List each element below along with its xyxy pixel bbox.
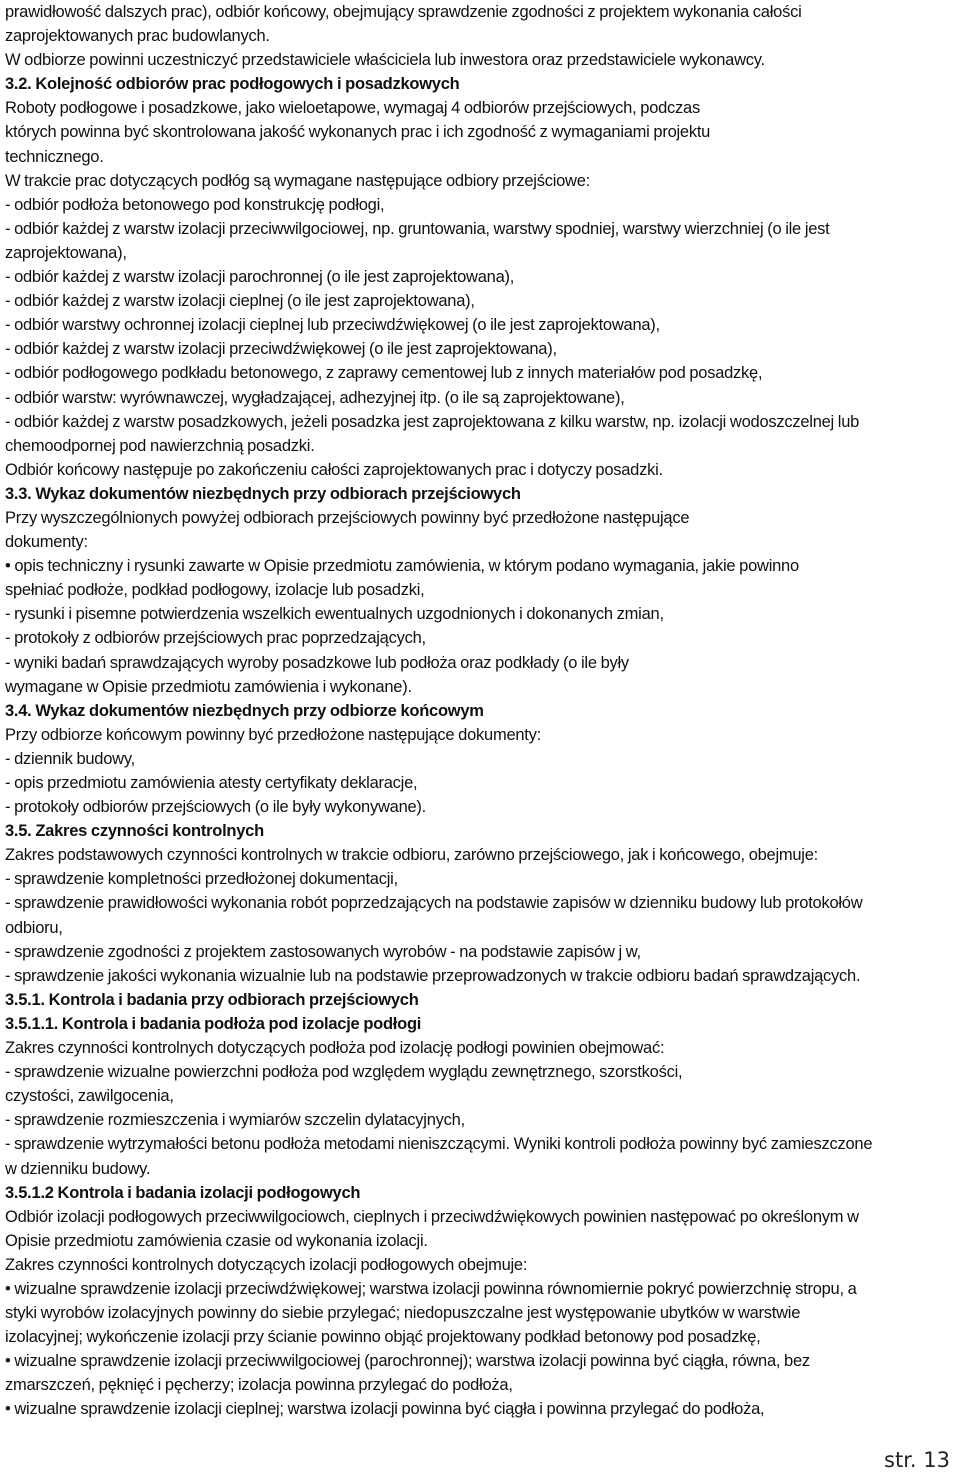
text-line: Przy odbiorze końcowym powinny być przedłożone następujące dokumenty: <box>5 725 541 744</box>
text-line: • wizualne sprawdzenie izolacji cieplnej; warstwa izolacji powinna być ciągła i powinna przylegać do podłoża, <box>5 1400 765 1419</box>
section-heading: 3.3. Wykaz dokumentów niezbędnych przy odbiorach przejściowych <box>5 484 521 503</box>
text-line: - sprawdzenie zgodności z projektem zastosowanych wyrobów - na podstawie zapisów j w, <box>5 942 641 961</box>
text-line: - opis przedmiotu zamówienia atesty certyfikaty deklaracje, <box>5 774 418 792</box>
section-heading: 3.2. Kolejność odbiorów prac podłogowych i posadzkowych <box>5 75 460 94</box>
text-line: - sprawdzenie wytrzymałości betonu podłoża metodami nieniszczącymi. Wyniki kontroli podłoża powinny być zamieszczone <box>5 1135 873 1154</box>
text-line: styki wyrobów izolacyjnych powinny do siebie przylegać; niedopuszczalne jest występowanie ubytków w warstwie <box>5 1304 801 1323</box>
document-body <box>5 0 955 1422</box>
section-heading: 3.5. Zakres czynności kontrolnych <box>5 822 264 841</box>
text-line: Przy wyszczególnionych powyżej odbiorach przejściowych powinny być przedłożone następujące <box>5 508 690 527</box>
text-line: - odbiór każdej z warstw posadzkowych, jeżeli posadzka jest zaprojektowana z kilku warstw, np. izolacji wodoszczelnej lub <box>5 412 860 431</box>
section-heading: 3.5.1.2 Kontrola i badania izolacji podłogowych <box>5 1183 361 1202</box>
text-line: zmarszczeń, pęknięć i pęcherzy; izolacja powinna przylegać do podłoża, <box>5 1376 513 1395</box>
text-line: - sprawdzenie prawidłowości wykonania robót poprzedzających na podstawie zapisów w dzienniku budowy lub protokołów <box>5 894 863 913</box>
text-line: - sprawdzenie jakości wykonania wizualnie lub na podstawie przeprowadzonych w trakcie odbioru badań sprawdzających. <box>5 966 861 985</box>
text-line: - protokoły odbiorów przejściowych (o ile były wykonywane). <box>5 798 427 817</box>
text-line: w dzienniku budowy. <box>5 1159 151 1178</box>
text-line: Zakres podstawowych czynności kontrolnych w trakcie odbioru, zarówno przejściowego, jak i końcowego, obejmuje: <box>5 846 818 865</box>
text-line: technicznego. <box>5 147 104 166</box>
text-line: W odbiorze powinni uczestniczyć przedstawiciele właściciela lub inwestora oraz przedstawiciele wykonawcy. <box>5 51 765 70</box>
text-line: wymagane w Opisie przedmiotu zamówienia i wykonane). <box>5 677 412 696</box>
text-line: - rysunki i pisemne potwierdzenia wszelkich ewentualnych uzgodnionych i dokonanych zmian, <box>5 605 664 624</box>
text-line: - odbiór każdej z warstw izolacji przeciwwilgociowej, np. gruntowania, warstwy spodniej, warstwy wierzchniej (o ile jest <box>5 219 830 238</box>
text-line: zaprojektowanych prac budowlanych. <box>5 27 270 46</box>
page-number: str. 13 <box>884 1448 950 1472</box>
text-line: - protokoły z odbiorów przejściowych prac poprzedzających, <box>5 629 426 648</box>
text-line: izolacyjnej; wykończenie izolacji przy ścianie powinno objąć projektowany podkład betonowy pod posadzkę, <box>5 1328 761 1347</box>
text-line: - odbiór warstwy ochronnej izolacji cieplnej lub przeciwdźwiękowej (o ile jest zaprojektowana), <box>5 316 660 335</box>
text-line: • opis techniczny i rysunki zawarte w Opisie przedmiotu zamówienia, w którym podano wymagania, jakie powinno <box>5 557 799 576</box>
text-line: chemoodpornej pod nawierzchnią posadzki. <box>5 436 315 455</box>
text-line: prawidłowość dalszych prac), odbiór końcowy, obejmujący sprawdzenie zgodności z projektem wykonania całości <box>5 3 802 21</box>
section-heading: 3.5.1.1. Kontrola i badania podłoża pod izolacje podłogi <box>5 1014 422 1033</box>
text-line: - sprawdzenie kompletności przedłożonej dokumentacji, <box>5 870 398 889</box>
text-line: odbioru, <box>5 918 63 937</box>
text-line: czystości, zawilgocenia, <box>5 1087 174 1106</box>
text-line: Zakres czynności kontrolnych dotyczących izolacji podłogowych obejmuje: <box>5 1255 528 1274</box>
text-line: - sprawdzenie rozmieszczenia i wymiarów szczelin dylatacyjnych, <box>5 1111 465 1130</box>
text-line: - odbiór warstw: wyrównawczej, wygładzającej, adhezyjnej itp. (o ile są zaprojektowane), <box>5 388 625 407</box>
text-line: W trakcie prac dotyczących podłóg są wymagane następujące odbiory przejściowe: <box>5 171 590 190</box>
text-line: Roboty podłogowe i posadzkowe, jako wieloetapowe, wymagaj 4 odbiorów przejściowych, podczas <box>5 99 700 118</box>
text-line: Odbiór izolacji podłogowych przeciwwilgociowch, cieplnych i przeciwdźwiękowych powinien następować po określonym w <box>5 1207 859 1226</box>
text-line: - dziennik budowy, <box>5 749 135 768</box>
text-line: - wyniki badań sprawdzających wyroby posadzkowe lub podłoża oraz podkłady (o ile były <box>5 653 629 672</box>
text-line: - odbiór podłogowego podkładu betonowego, z zaprawy cementowej lub z innych materiałów pod posadzkę, <box>5 364 763 383</box>
text-line: spełniać podłoże, podkład podłogowy, izolacje lub posadzki, <box>5 581 425 600</box>
text-line: - odbiór każdej z warstw izolacji przeciwdźwiękowej (o ile jest zaprojektowana), <box>5 340 557 359</box>
text-line: - odbiór każdej z warstw izolacji cieplnej (o ile jest zaprojektowana), <box>5 292 475 311</box>
text-line: - odbiór podłoża betonowego pod konstrukcję podłogi, <box>5 195 385 214</box>
text-line: zaprojektowana), <box>5 243 127 262</box>
section-heading: 3.4. Wykaz dokumentów niezbędnych przy odbiorze końcowym <box>5 701 484 720</box>
text-line: • wizualne sprawdzenie izolacji przeciwwilgociowej (parochronnej); warstwa izolacji powinna być ciągła, równa, bez <box>5 1352 810 1371</box>
text-line: Odbiór końcowy następuje po zakończeniu całości zaprojektowanych prac i dotyczy posadzki. <box>5 460 663 479</box>
text-line: - sprawdzenie wizualne powierzchni podłoża pod względem wyglądu zewnętrznego, szorstkości, <box>5 1063 683 1082</box>
text-line: których powinna być skontrolowana jakość wykonanych prac i ich zgodność z wymaganiami projektu <box>5 123 711 142</box>
text-line: dokumenty: <box>5 533 88 552</box>
text-line: - odbiór każdej z warstw izolacji parochronnej (o ile jest zaprojektowana), <box>5 268 515 287</box>
section-heading: 3.5.1. Kontrola i badania przy odbiorach przejściowych <box>5 990 419 1009</box>
text-line: • wizualne sprawdzenie izolacji przeciwdźwiękowej; warstwa izolacji powinna równomiernie pokryć powierzchnię stropu, a <box>5 1279 857 1298</box>
text-line: Opisie przedmiotu zamówienia czasie od wykonania izolacji. <box>5 1231 428 1250</box>
text-line: Zakres czynności kontrolnych dotyczących podłoża pod izolację podłogi powinien obejmować: <box>5 1039 665 1058</box>
